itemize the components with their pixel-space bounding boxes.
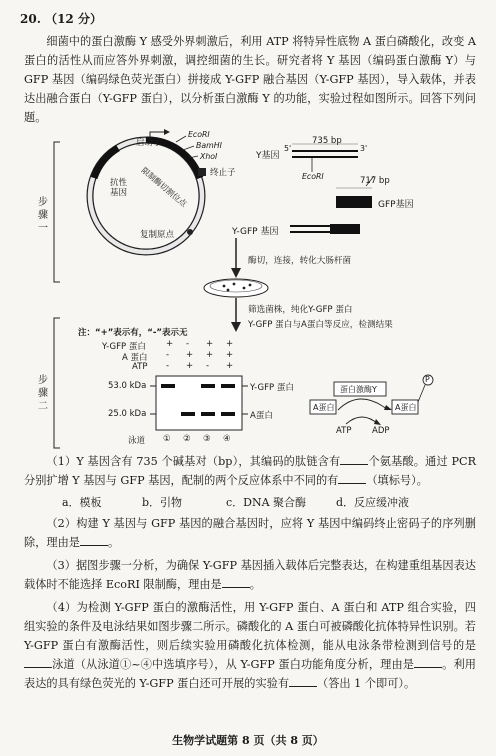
q4-blank-2[interactable] xyxy=(414,657,442,668)
lane-number: ② xyxy=(183,434,191,444)
kinase-label: 蛋白激酶Y xyxy=(340,385,377,394)
arrow1-text: 酶切，连接，转化大肠杆菌 xyxy=(248,256,352,266)
q2-blank[interactable] xyxy=(80,535,108,546)
bp735-label: 735 bp xyxy=(312,136,342,146)
lane-label: 泳道 xyxy=(128,436,146,446)
y-gene-label: Y基因 xyxy=(256,151,280,161)
gel-note: 注：“+”表示有，“-”表示无 xyxy=(78,328,188,338)
step1-bracket xyxy=(54,142,60,282)
q4-blank-3[interactable] xyxy=(289,676,317,687)
terminator-label: 终止子 xyxy=(210,168,236,178)
ygfp-gene-label: Y-GFP 基因 xyxy=(232,227,279,237)
band-ygfp-lane3 xyxy=(201,384,215,388)
gel-row-a-label: A 蛋白 xyxy=(122,353,148,363)
band-a-lane4 xyxy=(221,412,235,416)
arrow2-line1: 筛选菌株，纯化Y-GFP 蛋白 xyxy=(248,305,353,315)
phosphate-label: P xyxy=(425,375,430,384)
gel-sign: + xyxy=(226,361,234,371)
lane-number: ③ xyxy=(203,434,211,444)
marker-53-label: 53.0 kDa xyxy=(108,381,147,391)
gel-sign: - xyxy=(186,339,190,349)
q4-text: （4）为检测 Y-GFP 蛋白的激酶活性，用 Y-GFP 蛋白、A 蛋白和 ATP 组合实验，四组实验的条件及电泳结果如图步骤二所示。磷酸化的 A 蛋白可被磷酸化抗体特异性识别。若 Y-GFP 蛋白有激酶活性，则后续实验用磷酸化抗体检测，能从电泳条带检测到信号的是泳道（从泳道①~④中选填序号），从 Y-GFP 蛋白功能角度分析，理由是 。利用表达的具有绿色荧光的 Y-GFP 蛋白还可开展的实验有 （答出 1 个即可）。 xyxy=(24,601,476,690)
restriction-sites-label: 限制酶切割位点 xyxy=(139,165,189,209)
gel-sign: + xyxy=(226,350,234,360)
gel-row-ygfp-label: Y-GFP 蛋白 xyxy=(102,342,146,352)
q1-blank-1[interactable] xyxy=(340,454,368,465)
q1-option-d: d．反应缓冲液 xyxy=(336,496,410,509)
q1-blank-2[interactable] xyxy=(338,473,366,484)
gel-sign: - xyxy=(206,361,210,371)
q1-option-a: a．模板 xyxy=(62,496,102,509)
y-3prime: 3' xyxy=(360,144,368,153)
atp-label: ATP xyxy=(336,426,352,436)
a-protein-left: A蛋白 xyxy=(313,403,335,412)
arrow2-line2: Y-GFP 蛋白与A蛋白等反应，检测结果 xyxy=(248,320,393,330)
q3-text: （3）据图步骤一分析，为确保 Y-GFP 基因插入载体后完整表达，在构建重组基因表达载体时不能选择 EcoRI 限制酶，理由是 。 xyxy=(24,559,476,591)
question-score: （12 分） xyxy=(45,12,102,26)
gel-sign: + xyxy=(186,361,194,371)
lane-number: ① xyxy=(163,434,171,444)
step2-label: 步骤二 xyxy=(38,375,48,412)
q2-text: （2）构建 Y 基因与 GFP 基因的融合基因时，应将 Y 基因中编码终止密码子的序列删除，理由是 。 xyxy=(24,517,476,549)
ecori-label-gene: EcoRI xyxy=(302,172,324,181)
gel-sign: + xyxy=(206,350,214,360)
gel-sign: + xyxy=(226,339,234,349)
band-a-lane2 xyxy=(181,412,195,416)
q1-option-c: c．DNA 聚合酶 xyxy=(226,496,307,509)
origin-label: 复制原点 xyxy=(140,230,175,240)
question-intro: 细菌中的蛋白激酶 Y 感受外界刺激后，利用 ATP 将特异性底物 A 蛋白磷酸化，改变 A 蛋白的活性从而应答外界刺激，调控细菌的生长。研究者将 Y 基因（编码蛋白激酶 Y）与 GFP 基因（编码绿色荧光蛋白）拼接成 Y-GFP 融合基因（Y-GFP 基因），导入载体，并表达出融合蛋白（Y-GFP 蛋白），以分析蛋白激酶 Y 的功能，实验过程如图所示。回答下列问题。 xyxy=(24,35,476,124)
gel-sign: + xyxy=(206,339,214,349)
page-footer: 生物学试题第 8 页（共 8 页） xyxy=(172,734,324,747)
band-a-lane3 xyxy=(201,412,215,416)
gel-row-atp-label: ATP xyxy=(132,362,148,372)
q1-text: （1）Y 基因含有 735 个碱基对（bp），其编码的肽链含有 个氨基酸。通过 PCR 分别扩增 Y 基因与 GFP 基因，配制的两个反应体系中不同的有 （填标号）。 xyxy=(24,455,477,487)
ecori-label-plasmid: EcoRI xyxy=(188,130,210,139)
q4-blank-1[interactable] xyxy=(24,657,52,668)
marker-25-label: 25.0 kDa xyxy=(108,409,147,419)
a-protein-right: A蛋白 xyxy=(395,403,417,412)
band-ygfp-lane1 xyxy=(161,384,175,388)
adp-label: ADP xyxy=(372,426,390,436)
band-ygfp-label: Y-GFP 蛋白 xyxy=(250,383,294,393)
xhoi-label: XhoI xyxy=(200,152,218,161)
resistance-gene-label: 抗性基因 xyxy=(110,178,128,198)
band-a-label: A蛋白 xyxy=(250,411,273,421)
question-number: 20. xyxy=(20,12,41,26)
step2-bracket xyxy=(54,318,60,448)
gel-sign: + xyxy=(166,339,174,349)
bamhi-label: BamHI xyxy=(196,141,222,150)
promoter-label: 启动子 xyxy=(136,138,162,148)
step1-label: 步骤一 xyxy=(38,197,48,234)
lane-number: ④ xyxy=(223,434,231,444)
gel-sign: + xyxy=(186,350,194,360)
band-ygfp-lane4 xyxy=(221,384,235,388)
q3-blank[interactable] xyxy=(222,577,250,588)
gel-sign: - xyxy=(166,350,170,360)
y-5prime: 5' xyxy=(284,144,292,153)
gfp-gene-label: GFP基因 xyxy=(378,200,414,210)
bp717-label: 717 bp xyxy=(360,176,390,186)
gel-sign: - xyxy=(166,361,170,371)
q1-option-b: b．引物 xyxy=(142,496,183,509)
